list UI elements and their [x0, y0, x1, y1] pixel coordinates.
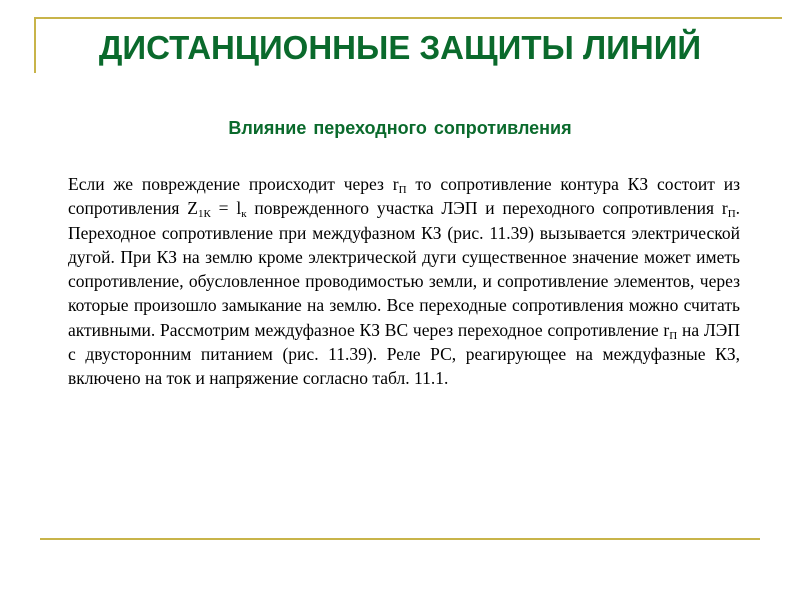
body-text-part: = l — [210, 198, 242, 219]
subscript: П — [398, 184, 407, 196]
body-text-part: Если же повреждение происходит через r — [68, 174, 399, 194]
subscript: к — [241, 208, 247, 221]
subscript: П — [727, 208, 736, 221]
slide-title: ДИСТАНЦИОННЫЕ ЗАЩИТЫ ЛИНИЙ — [98, 29, 702, 66]
top-decorative-rule — [34, 17, 782, 19]
body-text-part: . Переходное сопротивление при междуфазном КЗ (рис. 11.39) вызывается электрической дугой. При КЗ на землю кроме электрической дуги существенное значение может иметь сопротивление, обусловленное проводимостью земли, и сопротивление элементов, через которые произошло замыкание на землю. Все переходные сопротивления можно считать активными. Рассмотрим междуфазное КЗ ВС через переходное сопротивление r — [68, 198, 741, 340]
bottom-decorative-rule — [40, 538, 760, 540]
subscript: 1К — [198, 208, 211, 221]
body-paragraph — [68, 172, 740, 391]
body-text-part: то сопротивление контура КЗ состоит из сопротивления Z — [68, 174, 740, 219]
subscript: П — [669, 329, 678, 342]
body-text-part: на ЛЭП с двусторонним питанием (рис. 11.39). Реле РС, реагирующее на междуфазные КЗ, включено на ток и напряжение согласно табл. 11.1. — [68, 319, 740, 389]
slide-subtitle: Влияние переходного сопротивления — [228, 118, 572, 138]
body-text-part: поврежденного участка ЛЭП и переходного сопротивления r — [246, 198, 728, 219]
